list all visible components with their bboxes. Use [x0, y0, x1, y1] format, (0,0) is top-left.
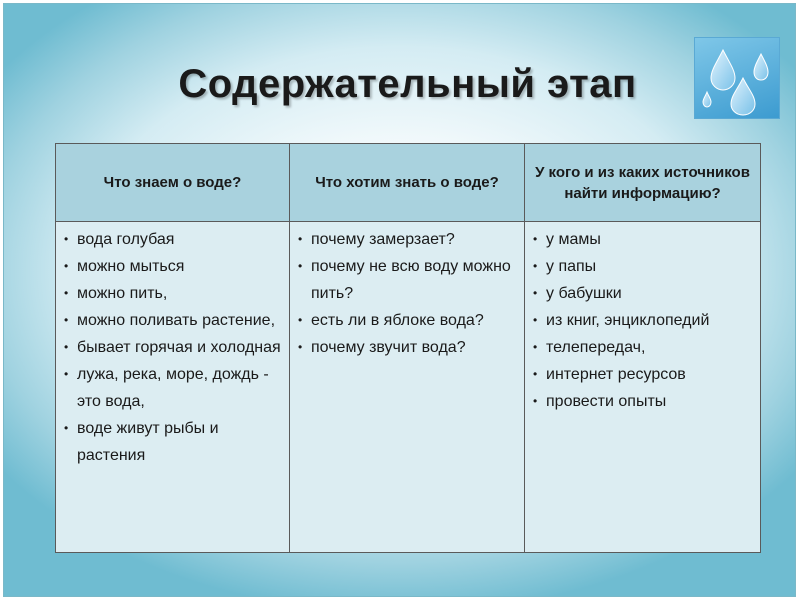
list-item: • у папы: [533, 253, 756, 280]
bullet-icon: •: [64, 340, 69, 354]
cell-sources: [525, 222, 761, 553]
bullet-icon: •: [533, 313, 538, 327]
bullet-icon: •: [64, 286, 69, 300]
bullet-icon: •: [533, 340, 538, 354]
list-item: • лужа, река, море, дождь - это вода,: [64, 361, 285, 415]
bullet-icon: •: [533, 232, 538, 246]
sources-list: [533, 226, 756, 415]
table-header-row: [56, 144, 761, 222]
cell-want-to-know: [290, 222, 525, 553]
list-item: • почему звучит вода?: [298, 334, 520, 361]
list-item: • можно мыться: [64, 253, 285, 280]
list-item: • провести опыты: [533, 388, 756, 415]
bullet-icon: •: [64, 259, 69, 273]
column-header-sources: У кого и из каких источников найти информацию?: [525, 144, 761, 222]
bullet-icon: •: [298, 232, 303, 246]
cell-known: [56, 222, 290, 553]
known-list: [64, 226, 285, 469]
list-item: • у бабушки: [533, 280, 756, 307]
slide: [3, 3, 796, 597]
list-item: • есть ли в яблоке вода?: [298, 307, 520, 334]
list-item: • почему замерзает?: [298, 226, 520, 253]
bullet-icon: •: [298, 340, 303, 354]
column-header-want-to-know: Что хотим знать о воде?: [290, 144, 525, 222]
bullet-icon: •: [533, 259, 538, 273]
table-body-row: [56, 222, 761, 553]
bullet-icon: •: [533, 286, 538, 300]
list-item: • почему не всю воду можно пить?: [298, 253, 520, 307]
water-drops-icon: [694, 37, 780, 119]
list-item: • бывает горячая и холодная: [64, 334, 285, 361]
bullet-icon: •: [533, 367, 538, 381]
content-table: [55, 143, 761, 553]
bullet-icon: •: [64, 367, 69, 381]
want-to-know-list: [298, 226, 520, 361]
bullet-icon: •: [298, 259, 303, 273]
list-item: • телепередач,: [533, 334, 756, 361]
bullet-icon: •: [64, 421, 69, 435]
bullet-icon: •: [533, 394, 538, 408]
list-item: • у мамы: [533, 226, 756, 253]
bullet-icon: •: [64, 232, 69, 246]
list-item: • воде живут рыбы и растения: [64, 415, 285, 469]
list-item: • интернет ресурсов: [533, 361, 756, 388]
list-item: • из книг, энциклопедий: [533, 307, 756, 334]
column-header-known: Что знаем о воде?: [56, 144, 290, 222]
list-item: • вода голубая: [64, 226, 285, 253]
bullet-icon: •: [64, 313, 69, 327]
bullet-icon: •: [298, 313, 303, 327]
list-item: • можно пить,: [64, 280, 285, 307]
slide-title: Содержательный этап: [178, 62, 637, 106]
list-item: • можно поливать растение,: [64, 307, 285, 334]
